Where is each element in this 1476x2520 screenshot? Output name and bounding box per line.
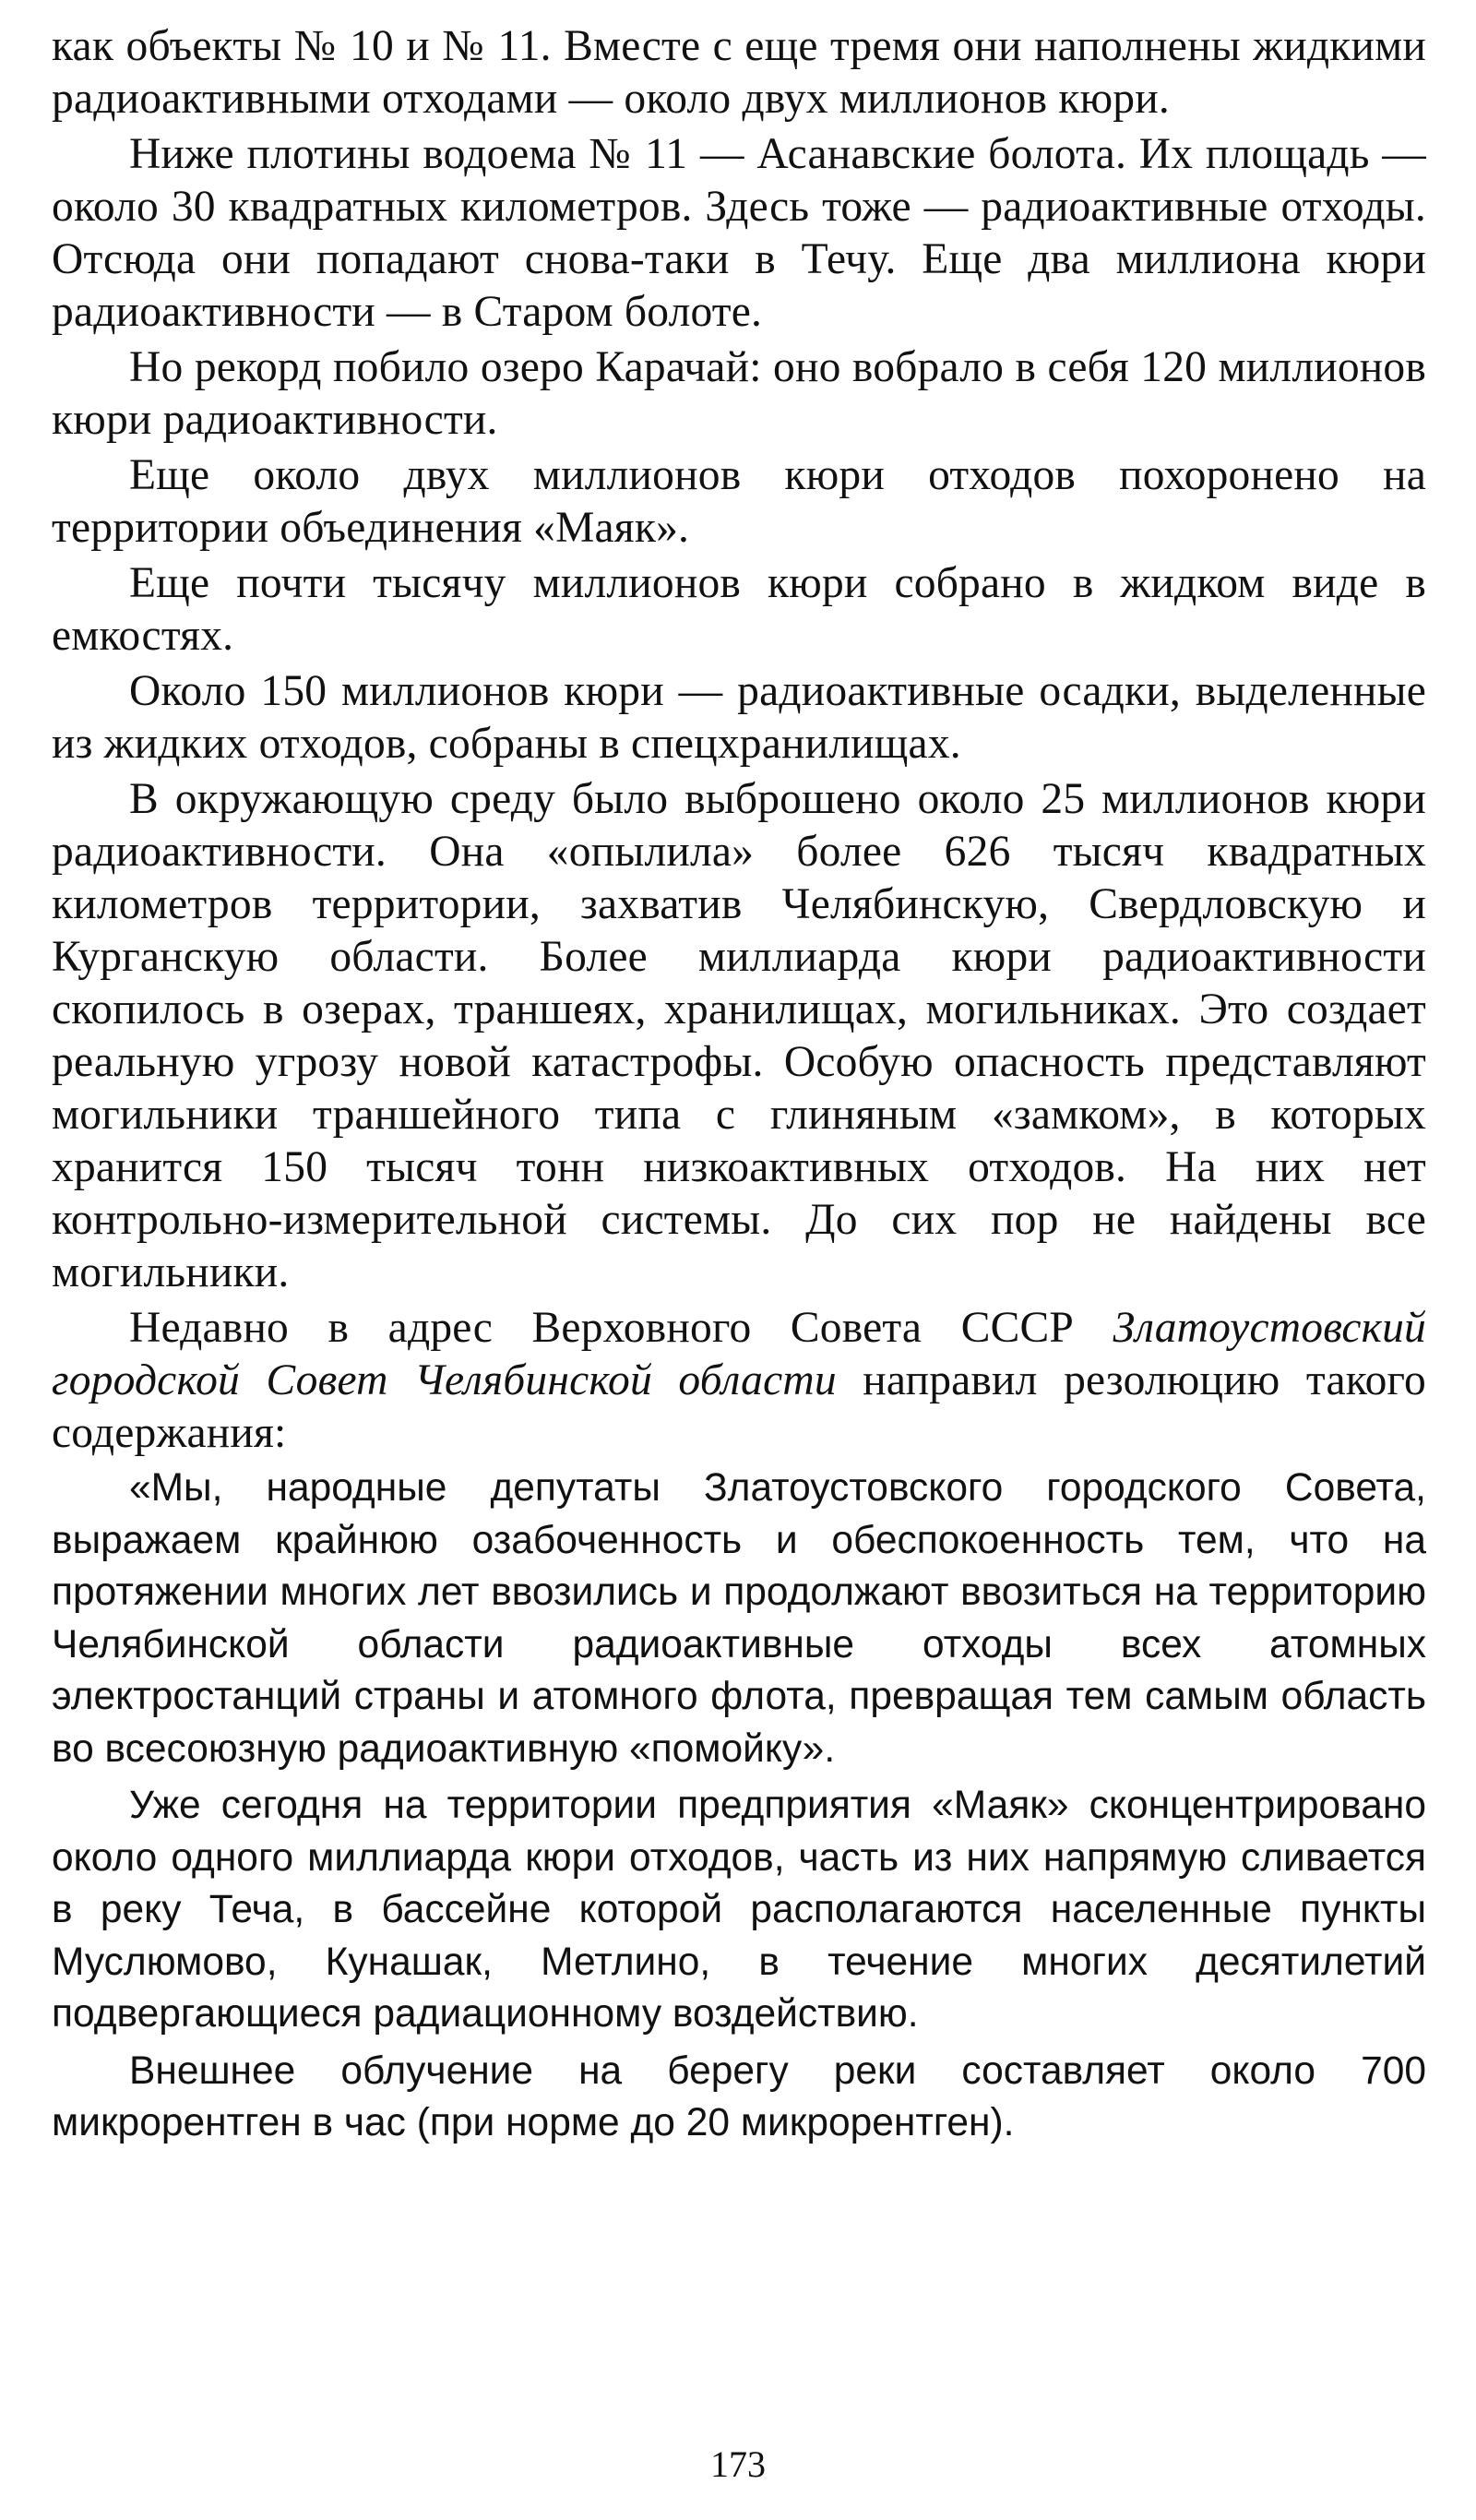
- paragraph-7: В окружающую среду было выброшено около 25 миллионов кюри радиоактивности. Она «опылила» более 626 тысяч квадратных километров территории, захватив Челябинскую, Свердловскую и Курганскую области. Более миллиарда кюри радиоактивности скопилось в озерах, траншеях, хранилищах, могильниках. Это создает реальную угрозу новой катастрофы. Особую опасность представляют могильники траншейного типа с глиняным «замком», в которых хранится 150 тысяч тонн низкоактивных отходов. На них нет контрольно-измерительной системы. До сих пор не найдены все могильники.: [52, 775, 1426, 1296]
- quote-paragraph-2: Уже сегодня на территории предприятия «Маяк» сконцентрировано около одного миллиарда кюри отходов, часть из них напрямую сливается в реку Теча, в бассейне которой располагаются населенные пункты Муслюмово, Кунашак, Метлино, в течение многих десятилетий подвергающиеся радиационному воздействию.: [52, 1784, 1426, 2036]
- paragraph-3: Но рекорд побило озеро Карачай: оно вобрало в себя 120 миллионов кюри радиоактивности.: [52, 343, 1426, 444]
- paragraph-4: Еще около двух миллионов кюри отходов похоронено на территории объединения «Маяк».: [52, 451, 1426, 552]
- paragraph-6: Около 150 миллионов кюри — радиоактивные осадки, выделенные из жидких отходов, собраны в спецхранилищах.: [52, 667, 1426, 768]
- paragraph-8-after: направил резолюцию такого содержания:: [52, 1356, 1426, 1457]
- quote-paragraph-3: Внешнее облучение на берегу реки составляет около 700 микрорентген в час (при норме до 20 микрорентген).: [52, 2048, 1426, 2144]
- paragraph-5: Еще почти тысячу миллионов кюри собрано в жидком виде в емкостях.: [52, 559, 1426, 660]
- paragraph-8: [52, 1302, 1426, 1460]
- paragraph-8-before: Недавно в адрес Верховного Совета СССР: [129, 1304, 1113, 1352]
- quote-paragraph-1: «Мы, народные депутаты Златоустовского городского Совета, выражаем крайнюю озабоченность и обеспокоенность тем, что на протяжении многих лет ввозились и продолжают ввозиться на территорию Челябинской области радиоактивные отходы всех атомных электростанций страны и атомного флота, превращая тем самым область во всесоюзную радиоактивную «помойку».: [52, 1466, 1426, 1771]
- paragraph-2: Ниже плотины водоема № 11 — Асанавские болота. Их площадь — около 30 квадратных километров. Здесь тоже — радиоактивные отходы. Отсюда они попадают снова-таки в Течу. Еще два миллиона кюри радиоактивности — в Старом болоте.: [52, 130, 1426, 336]
- page-number: 173: [710, 2443, 766, 2485]
- page-body: [52, 20, 1426, 2155]
- paragraph-1: как объекты № 10 и № 11. Вместе с еще тремя они наполнены жидкими радиоактивными отходами — около двух миллионов кюри.: [52, 22, 1426, 123]
- paragraph-8-italic: Златоустовский городской Совет Челябинской области: [52, 1304, 1426, 1404]
